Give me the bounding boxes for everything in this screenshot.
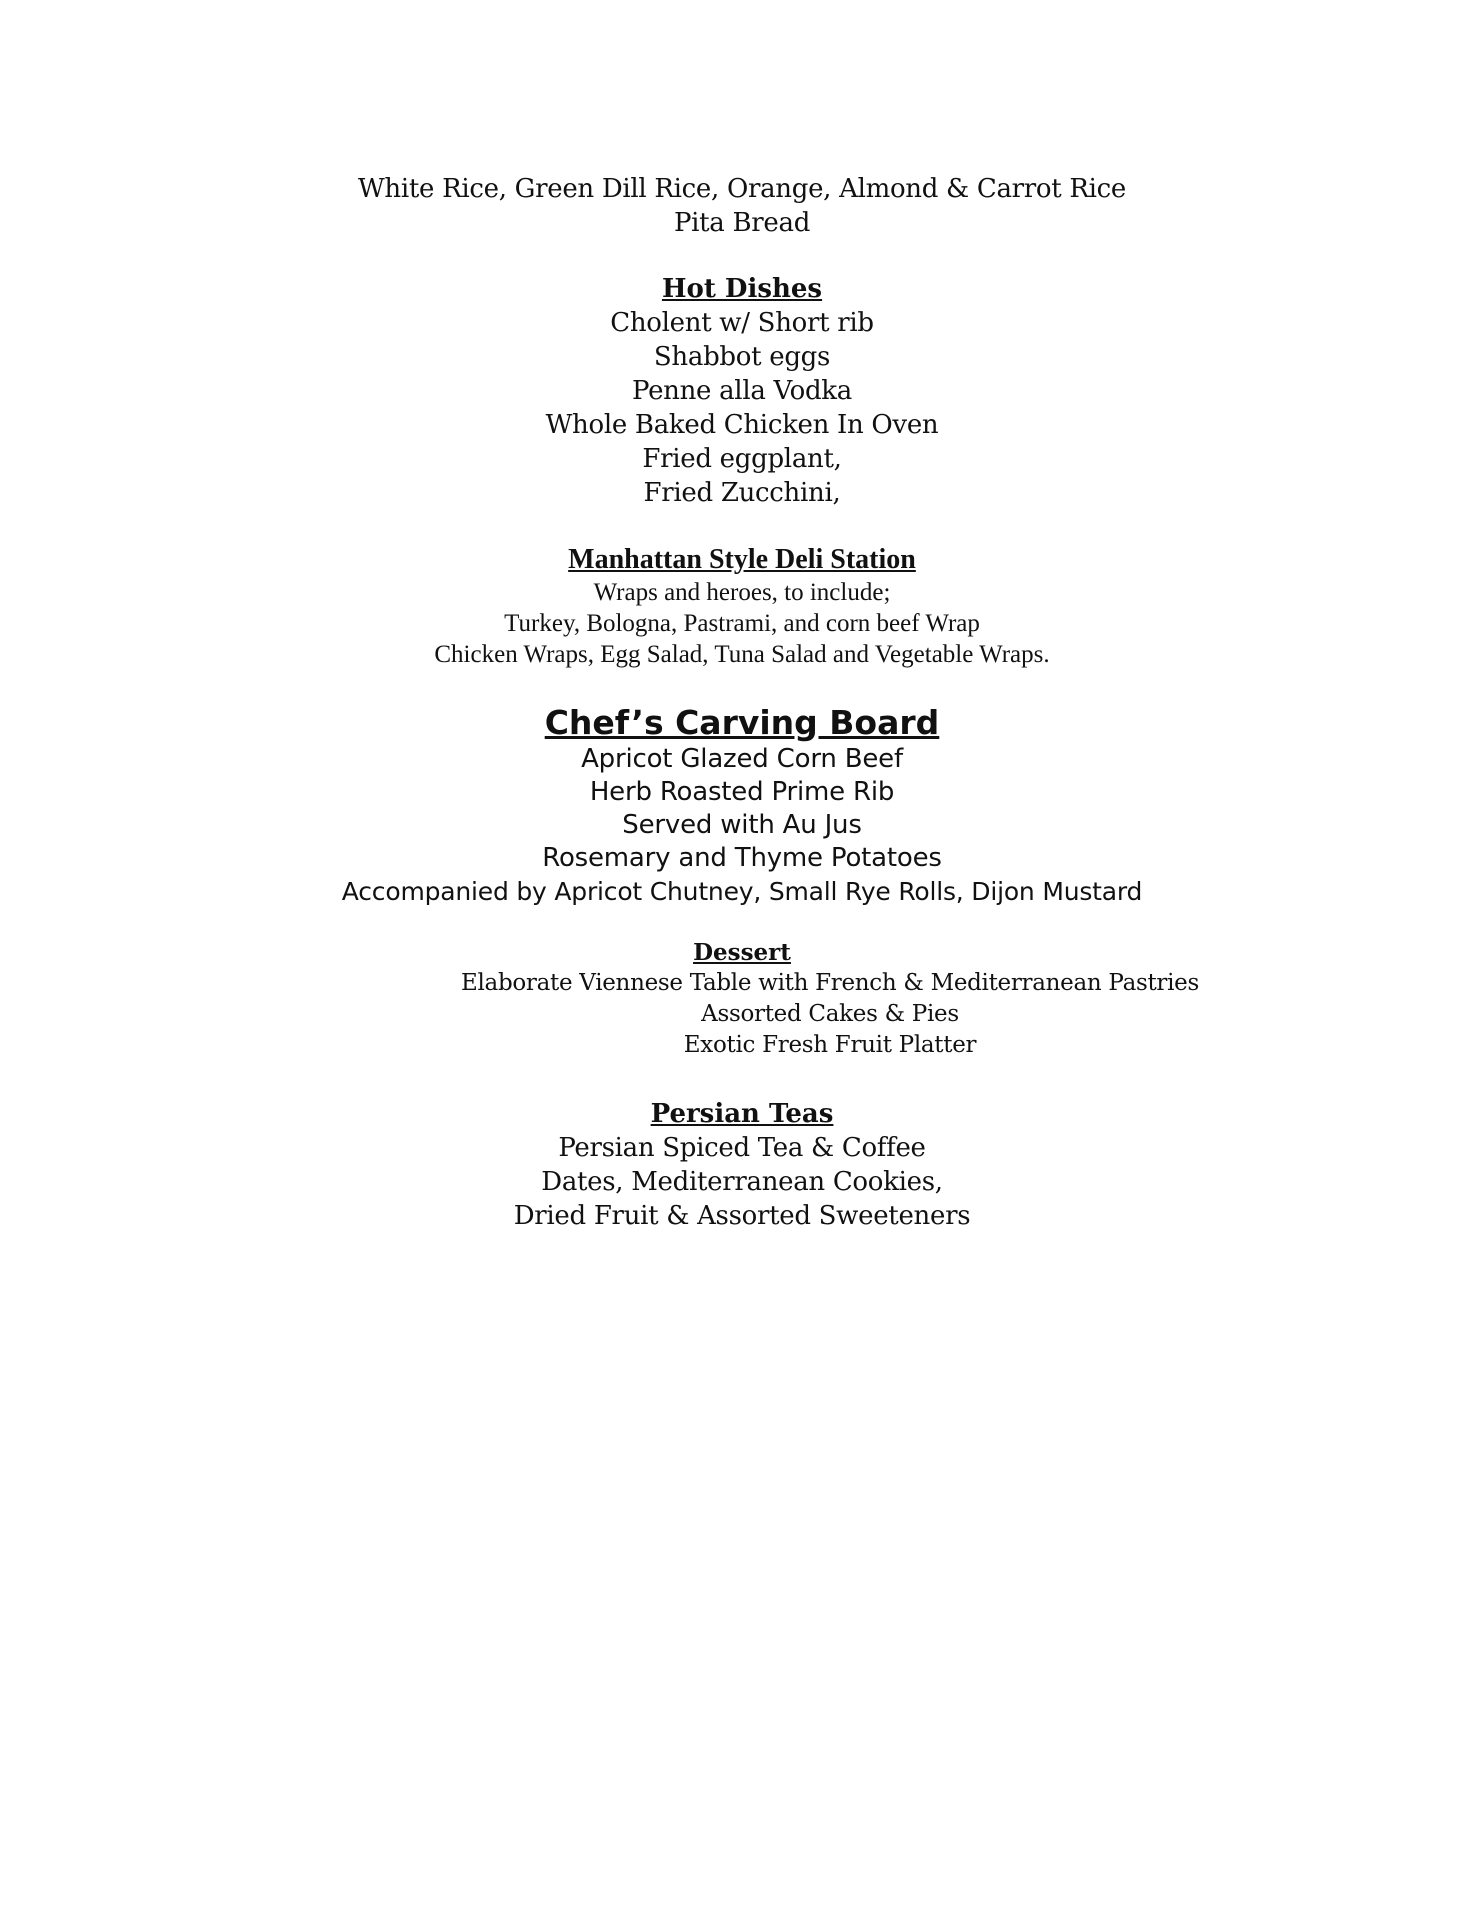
persian-teas-item: Dates, Mediterranean Cookies, bbox=[541, 1167, 943, 1197]
pita-item: Pita Bread bbox=[673, 208, 811, 238]
persian-teas-heading: Persian Teas bbox=[650, 1099, 834, 1129]
hot-dish-item: Fried Zucchini, bbox=[643, 478, 841, 508]
carving-item: Served with Au Jus bbox=[622, 810, 862, 840]
carving-item: Accompanied by Apricot Chutney, Small Rye Rolls, Dijon Mustard bbox=[341, 877, 1143, 906]
dessert-item: Assorted Cakes & Pies bbox=[701, 1001, 959, 1027]
rice-item: White Rice, Green Dill Rice, Orange, Almond & Carrot Rice bbox=[357, 174, 1127, 204]
hot-dishes-heading: Hot Dishes bbox=[661, 274, 823, 304]
dessert-item: Exotic Fresh Fruit Platter bbox=[683, 1032, 977, 1058]
dessert-items bbox=[88, 968, 1484, 1061]
dessert-item: Elaborate Viennese Table with French & Mediterranean Pastries bbox=[460, 970, 1199, 996]
persian-teas-section bbox=[0, 1097, 1484, 1233]
hot-dish-item: Whole Baked Chicken In Oven bbox=[545, 410, 939, 440]
dessert-heading: Dessert bbox=[693, 939, 791, 966]
hot-dish-item: Penne alla Vodka bbox=[632, 376, 852, 406]
deli-station-heading: Manhattan Style Deli Station bbox=[568, 544, 916, 575]
carving-board-section bbox=[0, 703, 1484, 908]
deli-item: Wraps and heroes, to include; bbox=[593, 579, 891, 606]
persian-teas-item: Dried Fruit & Assorted Sweeteners bbox=[513, 1201, 971, 1231]
hot-dish-item: Cholent w/ Short rib bbox=[610, 308, 874, 338]
deli-item: Chicken Wraps, Egg Salad, Tuna Salad and Vegetable Wraps. bbox=[434, 641, 1050, 668]
persian-teas-item: Persian Spiced Tea & Coffee bbox=[558, 1133, 926, 1163]
dessert-section bbox=[0, 938, 1484, 968]
carving-item: Apricot Glazed Corn Beef bbox=[581, 744, 903, 774]
hot-dish-item: Shabbot eggs bbox=[653, 342, 831, 372]
hot-dish-item: Fried eggplant, bbox=[642, 444, 842, 474]
carving-item: Herb Roasted Prime Rib bbox=[589, 777, 895, 807]
deli-station-section bbox=[0, 543, 1484, 670]
carving-item: Rosemary and Thyme Potatoes bbox=[542, 843, 942, 873]
rice-section bbox=[0, 172, 1484, 240]
hot-dishes-section bbox=[0, 272, 1484, 510]
carving-board-heading: Chef’s Carving Board bbox=[544, 703, 940, 742]
deli-item: Turkey, Bologna, Pastrami, and corn beef Wrap bbox=[504, 610, 980, 637]
